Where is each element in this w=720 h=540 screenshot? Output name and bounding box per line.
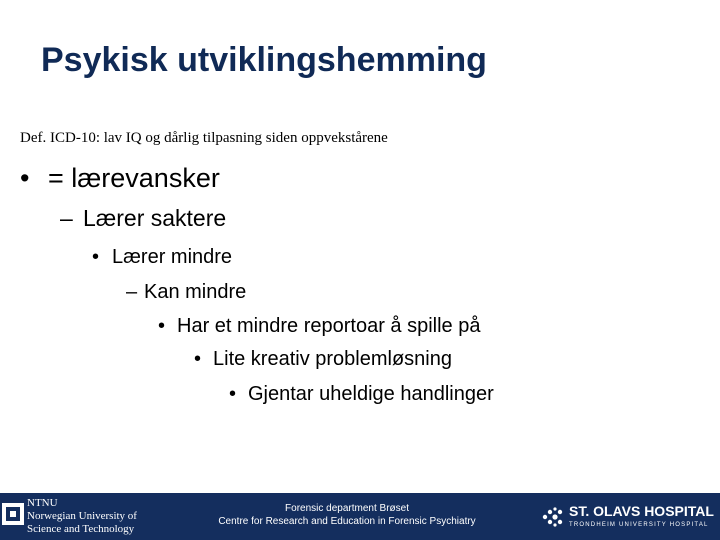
bullet-text: Lærer mindre	[112, 246, 233, 268]
bullet-marker: •	[20, 163, 30, 193]
bullet-marker: –	[60, 205, 73, 231]
bullet-marker: –	[126, 281, 138, 303]
bullet-level-2	[60, 203, 226, 233]
ntnu-abbr: NTNU	[27, 497, 58, 509]
bullet-level-3	[92, 243, 232, 271]
bullet-level-6	[194, 345, 452, 373]
definition-text: Def. ICD-10: lav IQ og dårlig tilpasning siden oppvekstårene	[20, 130, 388, 146]
bullet-text: Kan mindre	[144, 281, 247, 303]
department-line-2: Centre for Research and Education in Forensic Psychiatry	[218, 516, 476, 527]
bullet-text: = lærevansker	[48, 163, 220, 193]
slide-title: Psykisk utviklingshemming	[41, 41, 487, 79]
bullet-text: Lite kreativ problemløsning	[213, 348, 452, 370]
ntnu-logo-icon	[2, 503, 24, 525]
bullet-marker: •	[229, 383, 237, 405]
hospital-subtitle: TRONDHEIM UNIVERSITY HOSPITAL	[569, 522, 709, 528]
bullet-marker: •	[194, 348, 202, 370]
bullet-level-7	[229, 380, 494, 408]
ntnu-line-2: Science and Technology	[27, 523, 135, 535]
ntnu-name	[27, 497, 137, 536]
st-olavs-logo-icon	[541, 506, 565, 528]
bullet-text: Gjentar uheldige handlinger	[248, 383, 494, 405]
bullet-level-4	[126, 278, 246, 306]
department-line-1: Forensic department Brøset	[285, 503, 409, 514]
bullet-marker: •	[92, 246, 100, 268]
ntnu-line-1: Norwegian University of	[27, 510, 137, 522]
bullet-level-1	[20, 160, 220, 196]
footer-bar	[0, 493, 720, 540]
bullet-level-5	[158, 312, 480, 340]
bullet-text: Har et mindre reportoar å spille på	[177, 315, 481, 337]
bullet-text: Lærer saktere	[83, 205, 227, 231]
hospital-name: ST. OLAVS HOSPITAL	[569, 503, 714, 519]
bullet-marker: •	[158, 315, 166, 337]
department-name	[207, 502, 487, 528]
